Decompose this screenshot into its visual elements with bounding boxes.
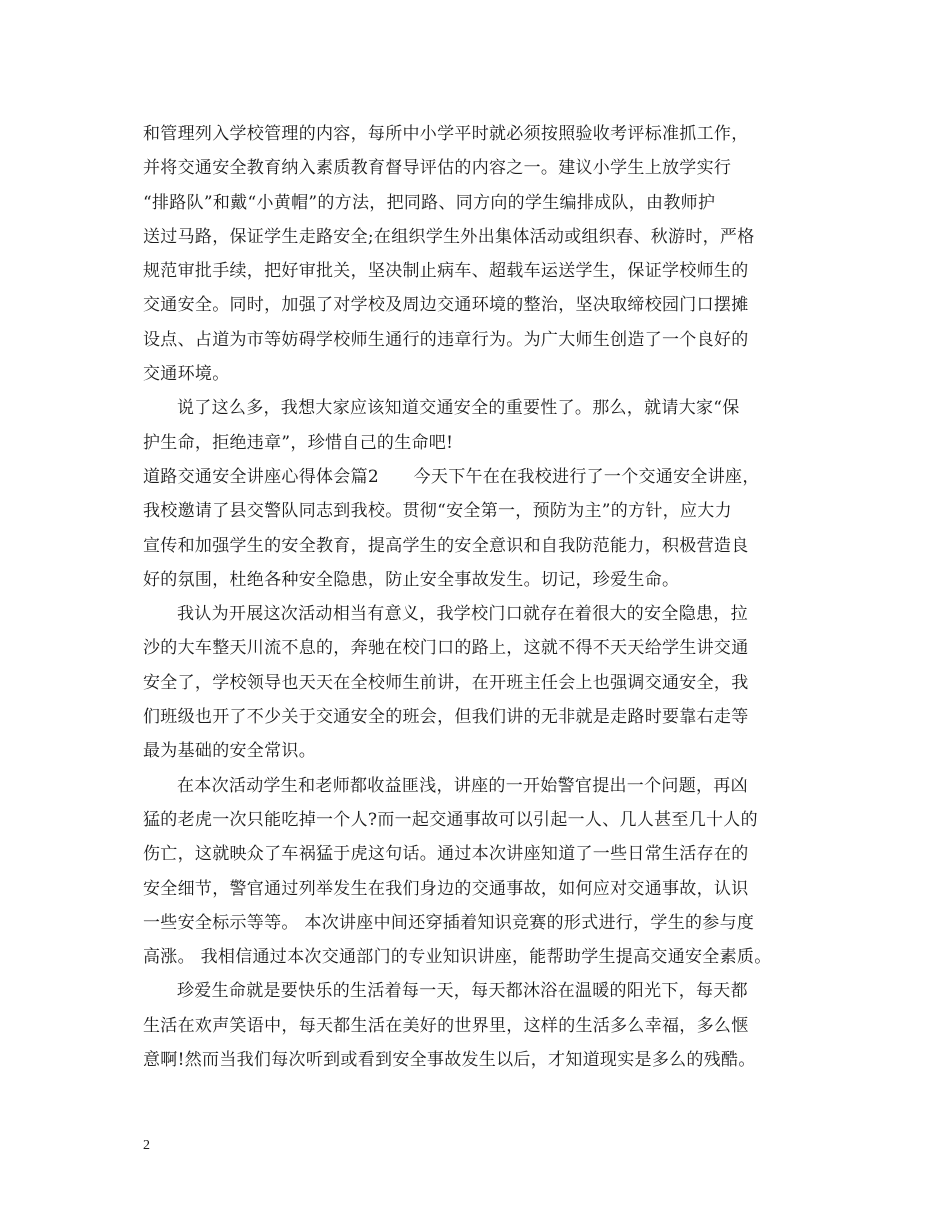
text-line: 猛的老虎一次只能吃掉一个人?而一起交通事故可以引起一人、几人甚至几十人的 [143,809,758,830]
text-line: 并将交通安全教育纳入素质教育督导评估的内容之一。建议小学生上放学实行 [143,158,732,179]
text-line: 生活在欢声笑语中，每天都生活在美好的世界里，这样的生活多么幸福，多么惬 [143,1015,749,1036]
text-line: 护生命，拒绝违章”，珍惜自己的生命吧! [143,432,454,453]
text-line: 规范审批手续，把好审批关，坚决制止病车、超载车运送学生，保证学校师生的 [143,261,749,282]
text-line: 高涨。 我相信通过本次交通部门的专业知识讲座，能帮助学生提高交通安全素质。 [143,947,772,968]
text-line: 说了这么多，我想大家应该知道交通安全的重要性了。那么，就请大家“保 [177,398,740,419]
text-line: 珍爱生命就是要快乐的生活着每一天，每天都沐浴在温暖的阳光下，每天都 [177,981,748,1002]
text-line: 安全了，学校领导也天天在全校师生前讲，在开班主任会上也强调交通安全，我 [143,672,749,693]
text-line: “排路队”和戴“小黄帽”的方法，把同路、同方向的学生编排成队，由教师护 [143,192,716,213]
paragraph [143,597,823,768]
text-line: 和管理列入学校管理的内容，每所中小学平时就必须按照验收考评标准抓工作， [143,124,749,144]
paragraph [143,391,823,460]
text-line: 沙的大车整天川流不息的，奔驰在校门口的路上，这就不得不天天给学生讲交通 [143,638,749,659]
text-line: 设点、占道为市等妨碍学校师生通行的违章行为。为广大师生创造了一个良好的 [143,329,749,350]
body-text [143,117,823,1077]
text-line: 宣传和加强学生的安全教育，提高学生的安全意识和自我防范能力，积极营造良 [143,535,749,556]
text-line: 好的氛围，杜绝各种安全隐患，防止安全事故发生。切记，珍爱生命。 [143,569,680,590]
page-number: 2 [143,1138,150,1153]
text-line: 最为基础的安全常识。 [143,741,316,762]
text-line: 安全细节，警官通过列举发生在我们身边的交通事故，如何应对交通事故，认识 [143,878,749,899]
text-line: 在本次活动学生和老师都收益匪浅，讲座的一开始警官提出一个问题，再凶 [177,775,748,796]
paragraph [143,974,823,1077]
paragraph [143,117,823,391]
text-line: 意啊!然而当我们每次听到或看到安全事故发生以后，才知道现实是多么的残酷。 [143,1050,756,1071]
text-line: 伤亡，这就映众了车祸猛于虎这句话。通过本次讲座知道了一些日常生活存在的 [143,844,749,865]
paragraph [143,460,823,597]
text-line: 交通安全。同时，加强了对学校及周边交通环境的整治，坚决取缔校园门口摆摊 [143,295,749,316]
paragraph [143,769,823,975]
text-line: 交通环境。 [143,364,230,385]
section-heading-line: 道路交通安全讲座心得体会篇2 今天下午在在我校进行了一个交通安全讲座， [143,466,760,487]
text-line: 我校邀请了县交警队同志到我校。贯彻“安全第一，预防为主”的方针，应大力 [143,501,732,522]
text-line: 送过马路，保证学生走路安全;在组织学生外出集体活动或组织春、秋游时，严格 [143,226,755,247]
text-line: 我认为开展这次活动相当有意义，我学校门口就存在着很大的安全隐患，拉 [177,604,748,625]
text-line: 一些安全标示等等。 本次讲座中间还穿插着知识竞赛的形式进行，学生的参与度 [143,912,755,933]
text-line: 们班级也开了不少关于交通安全的班会，但我们讲的无非就是走路时要靠右走等 [143,707,749,728]
